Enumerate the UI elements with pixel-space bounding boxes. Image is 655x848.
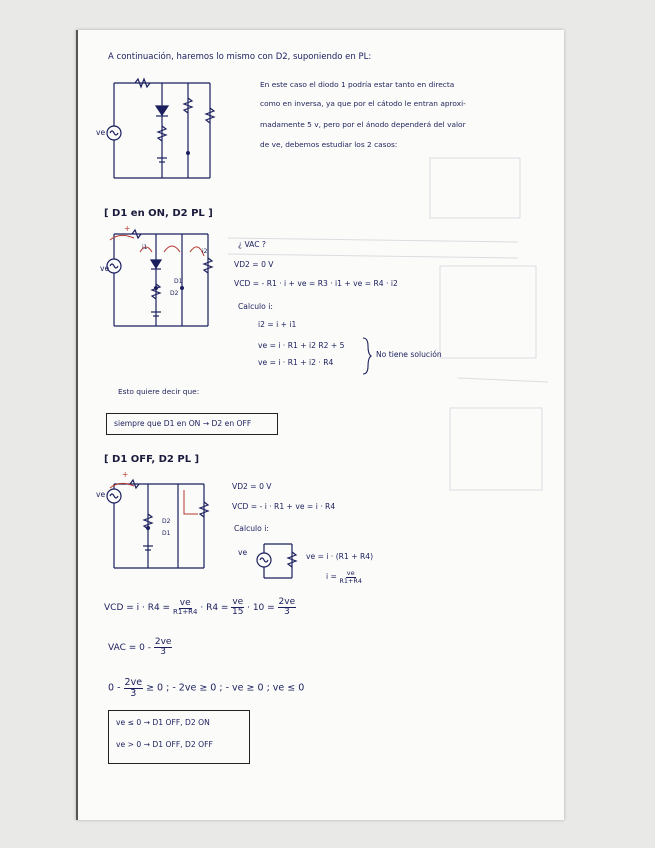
- case1-conclusion-lead: Esto quiere decir que:: [118, 387, 200, 396]
- vcd-f3-den: 3: [283, 607, 290, 617]
- case2-plus-label: +: [122, 470, 129, 479]
- case1-ve-label: ve: [100, 264, 110, 273]
- case1-i1-label: i1: [142, 244, 148, 251]
- intro-note-line-3: madamente 5 v, pero por el ánodo dependerá del valor: [260, 120, 466, 129]
- case1-d2-label: D2: [170, 290, 179, 297]
- case1-calc-label: Calculo i:: [238, 302, 273, 311]
- case1-no-solution: No tiene solución: [376, 350, 442, 359]
- case1-plus-label: +: [124, 224, 131, 233]
- vcd-fraction-2: [231, 598, 244, 617]
- intro-circuit: [90, 78, 210, 188]
- intro-ve-label: ve: [96, 128, 106, 137]
- case2-result-2: ve > 0 → D1 OFF, D2 OFF: [116, 740, 213, 749]
- case1-heading: [ D1 en ON, D2 PL ]: [104, 208, 213, 219]
- vac-num: 2ve: [154, 637, 172, 647]
- case1-eq-i: i2 = i + i1: [258, 320, 297, 329]
- vac-lhs: VAC = 0 -: [108, 643, 151, 653]
- case2-d1-label: D1: [162, 530, 171, 537]
- case2-eq-vac: [108, 638, 172, 657]
- case1-d1-label: D1: [174, 278, 183, 285]
- vcd-full-part-a: VCD = i · R4 =: [104, 603, 171, 613]
- intro-note-line-1: En este caso el diodo 1 podría estar tanto en directa: [260, 80, 455, 89]
- case2-mini-circuit: [254, 542, 304, 582]
- notebook-page: [76, 30, 564, 820]
- vac-den: 3: [160, 647, 166, 657]
- vcd-f1-den: R1+R4: [172, 608, 198, 616]
- case1-conclusion-text: siempre que D1 en ON → D2 en OFF: [114, 419, 252, 428]
- vcd-fraction-1: [173, 599, 198, 616]
- case1-eq-vac: ¿ VAC ?: [238, 240, 266, 249]
- intro-title: A continuación, haremos lo mismo con D2, suponiendo en PL:: [108, 52, 372, 62]
- case2-mini-ve-label: ve: [238, 548, 248, 557]
- case2-eq-i-fraction: [339, 570, 362, 584]
- vcd-full-part-c: · 10 =: [247, 603, 275, 613]
- system-brace: [361, 336, 371, 376]
- case2-eq-i: [326, 570, 362, 584]
- case2-heading: [ D1 OFF, D2 PL ]: [104, 454, 200, 465]
- vcd-f2-den: 15: [232, 607, 244, 617]
- ineq-den: 3: [130, 687, 137, 699]
- case2-d2-label: D2: [162, 518, 171, 525]
- ineq-num: 2ve: [124, 677, 143, 688]
- case1-circuit: [100, 226, 230, 336]
- case2-eq-ve: ve = i · (R1 + R4): [306, 552, 374, 561]
- case1-eq-vcd: VCD = - R1 · i + ve = R3 · i1 + ve = R4 · i2: [234, 279, 398, 288]
- vcd-f1-num: ve: [179, 598, 191, 608]
- ineq-rest: ≥ 0 ; - 2ve ≥ 0 ; - ve ≥ 0 ; ve ≤ 0: [146, 682, 305, 694]
- case1-system-eq-2: ve = i · R1 + i2 · R4: [258, 358, 334, 367]
- case2-circuit: [100, 476, 220, 576]
- case2-eq-vd2: VD2 = 0 V: [232, 482, 272, 491]
- case2-eq-vcd: VCD = - i · R1 + ve = i · R4: [232, 502, 336, 511]
- case1-eq-vd2: VD2 = 0 V: [234, 260, 274, 269]
- intro-note-line-4: de ve, debemos estudiar los 2 casos:: [260, 140, 398, 149]
- vcd-full-part-b: · R4 =: [200, 603, 229, 613]
- case1-i2-label: i2: [202, 248, 208, 255]
- case2-calc-label: Calculo i:: [234, 524, 269, 533]
- vcd-f3-num: 2ve: [278, 597, 296, 607]
- intro-note-line-2: como en inversa, ya que por el cátodo le entran aproxi-: [260, 99, 466, 108]
- case2-eq-i-den: R1+R4: [339, 576, 363, 585]
- vcd-f2-num: ve: [232, 597, 244, 607]
- case2-result-1: ve ≤ 0 → D1 OFF, D2 ON: [116, 718, 210, 727]
- ineq-fraction: [124, 678, 144, 698]
- ineq-lead: 0 -: [108, 682, 121, 694]
- case2-eq-i-num: ve: [346, 569, 355, 577]
- vac-fraction: [154, 638, 173, 657]
- vcd-fraction-3: [278, 598, 297, 617]
- case2-inequality: [108, 678, 304, 698]
- case1-system-eq-1: ve = i · R1 + i2 R2 + 5: [258, 341, 345, 350]
- case2-eq-vcd-full: [104, 598, 296, 617]
- case2-ve-label: ve: [96, 490, 106, 499]
- case2-eq-i-lhs: i =: [326, 572, 337, 581]
